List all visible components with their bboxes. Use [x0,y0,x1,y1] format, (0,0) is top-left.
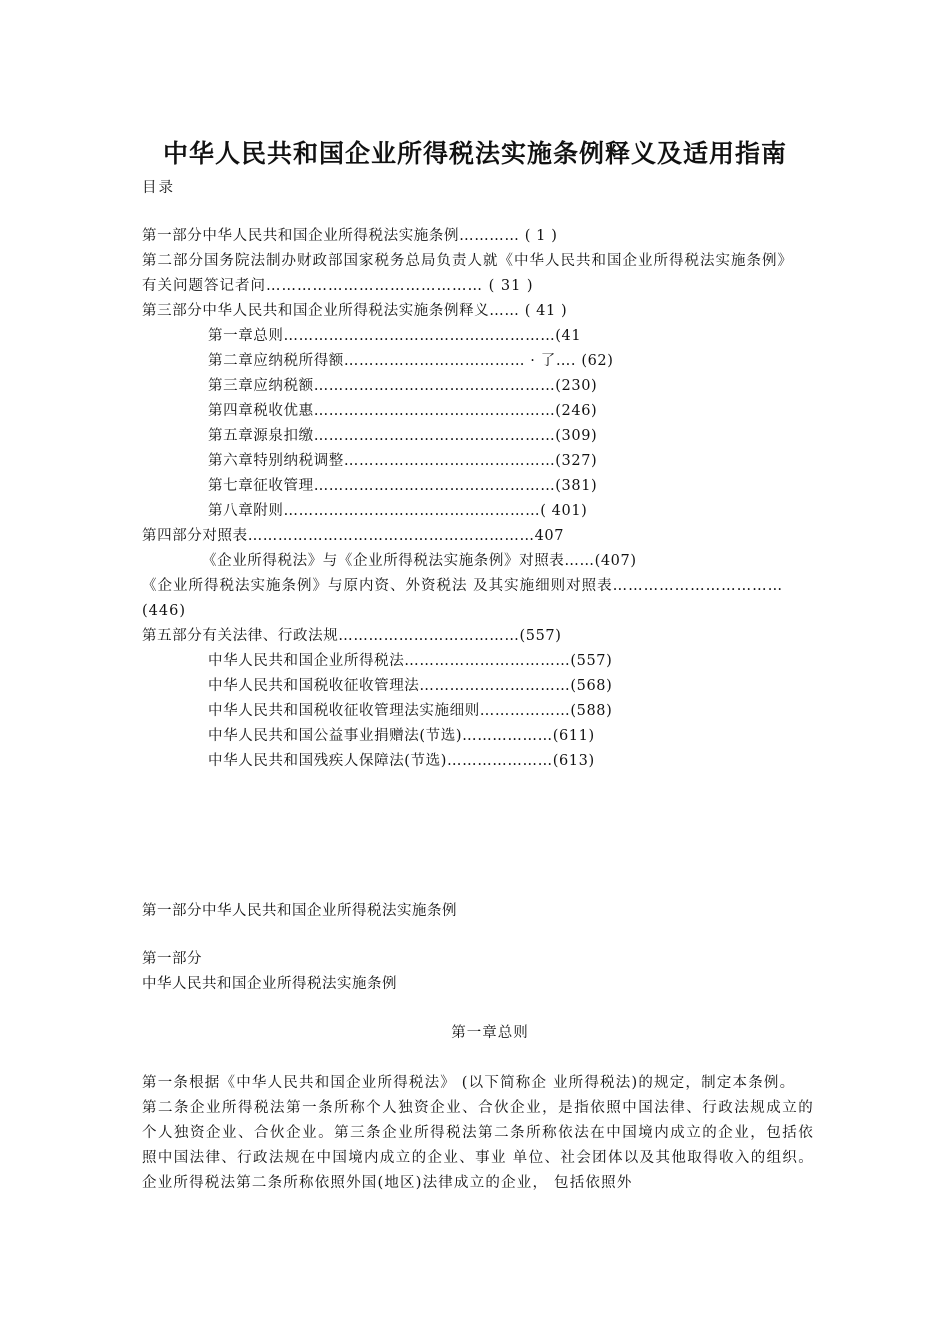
toc-entry: 第三章应纳税额…………………………………………(230) [208,378,598,394]
part-name: 中华人民共和国企业所得税法实施条例 [142,976,397,992]
toc-entry: 中华人民共和国企业所得税法……………………………(557) [208,653,613,669]
toc-entry: 第七章征收管理…………………………………………(381) [208,478,598,494]
toc-heading: 目录 [142,180,175,196]
toc-entry: 第三部分中华人民共和国企业所得税法实施条例释义…… ( 41 ) [142,303,568,319]
toc-entry: 第二章应纳税所得额……………………………… · 了…. (62) [208,353,614,369]
toc-entry: 第五部分有关法律、行政法规………………………………(557) [142,628,562,644]
toc-entry: 第四章税收优惠…………………………………………(246) [208,403,598,419]
toc-entry: 第四部分对照表…………………………………………………407 [142,528,565,544]
toc-entry: 《企业所得税法》与《企业所得税法实施条例》对照表……(407) [202,553,637,569]
toc-entry: 第六章特别纳税调整……………………………………(327) [208,453,598,469]
toc-entry: 第五章源泉扣缴…………………………………………(309) [208,428,598,444]
toc-entry: 第一部分中华人民共和国企业所得税法实施条例………… ( 1 ) [142,228,558,244]
part-label: 第一部分 [142,951,202,967]
chapter-heading: 第一章总则 [451,1025,529,1041]
document-title: 中华人民共和国企业所得税法实施条例释义及适用指南 [162,139,787,168]
toc-entry: 中华人民共和国税收征收管理法…………………………(568) [208,678,613,694]
article-paragraph: 第二条企业所得税法第一条所称个人独资企业、合伙企业，是指依照中国法律、行政法规成立的个人独资企业、合伙企业。第三条企业所得税法第二条所称依法在中国境内成立的企业，包括依照中国法律、行政法规在中国境内成立的企业、事业 单位、社会团体以及其他取得收入的组织。 企业所得税法第二条所称依照外国(地区)法律成立的企业， 包括依照外 [142,1100,814,1191]
toc-entry: 中华人民共和国税收征收管理法实施细则………………(588) [208,703,613,719]
toc-entry: 中华人民共和国公益事业捐赠法(节选)………………(611) [208,728,595,744]
toc-entry: 《企业所得税法实施条例》与原内资、外资税法 及其实施细则对照表……………………………(446) [142,578,784,619]
part-heading: 第一部分中华人民共和国企业所得税法实施条例 [142,903,457,919]
toc-entry: 第二部分国务院法制办财政部国家税务总局负责人就《中华人民共和国企业所得税法实施条例》 有关问题答记者问…………………………………… ( 31 ) [142,253,793,294]
toc-entry: 中华人民共和国残疾人保障法(节选)…………………(613) [208,753,595,769]
article-paragraph: 第一条根据《中华人民共和国企业所得税法》 (以下简称企 业所得税法)的规定，制定本条例。 [142,1075,796,1091]
table-of-contents [142,224,814,774]
toc-entry: 第一章总则………………………………………………(41 [208,328,582,344]
articles [142,1071,814,1196]
toc-entry: 第八章附则……………………………………………( 401) [208,503,588,519]
